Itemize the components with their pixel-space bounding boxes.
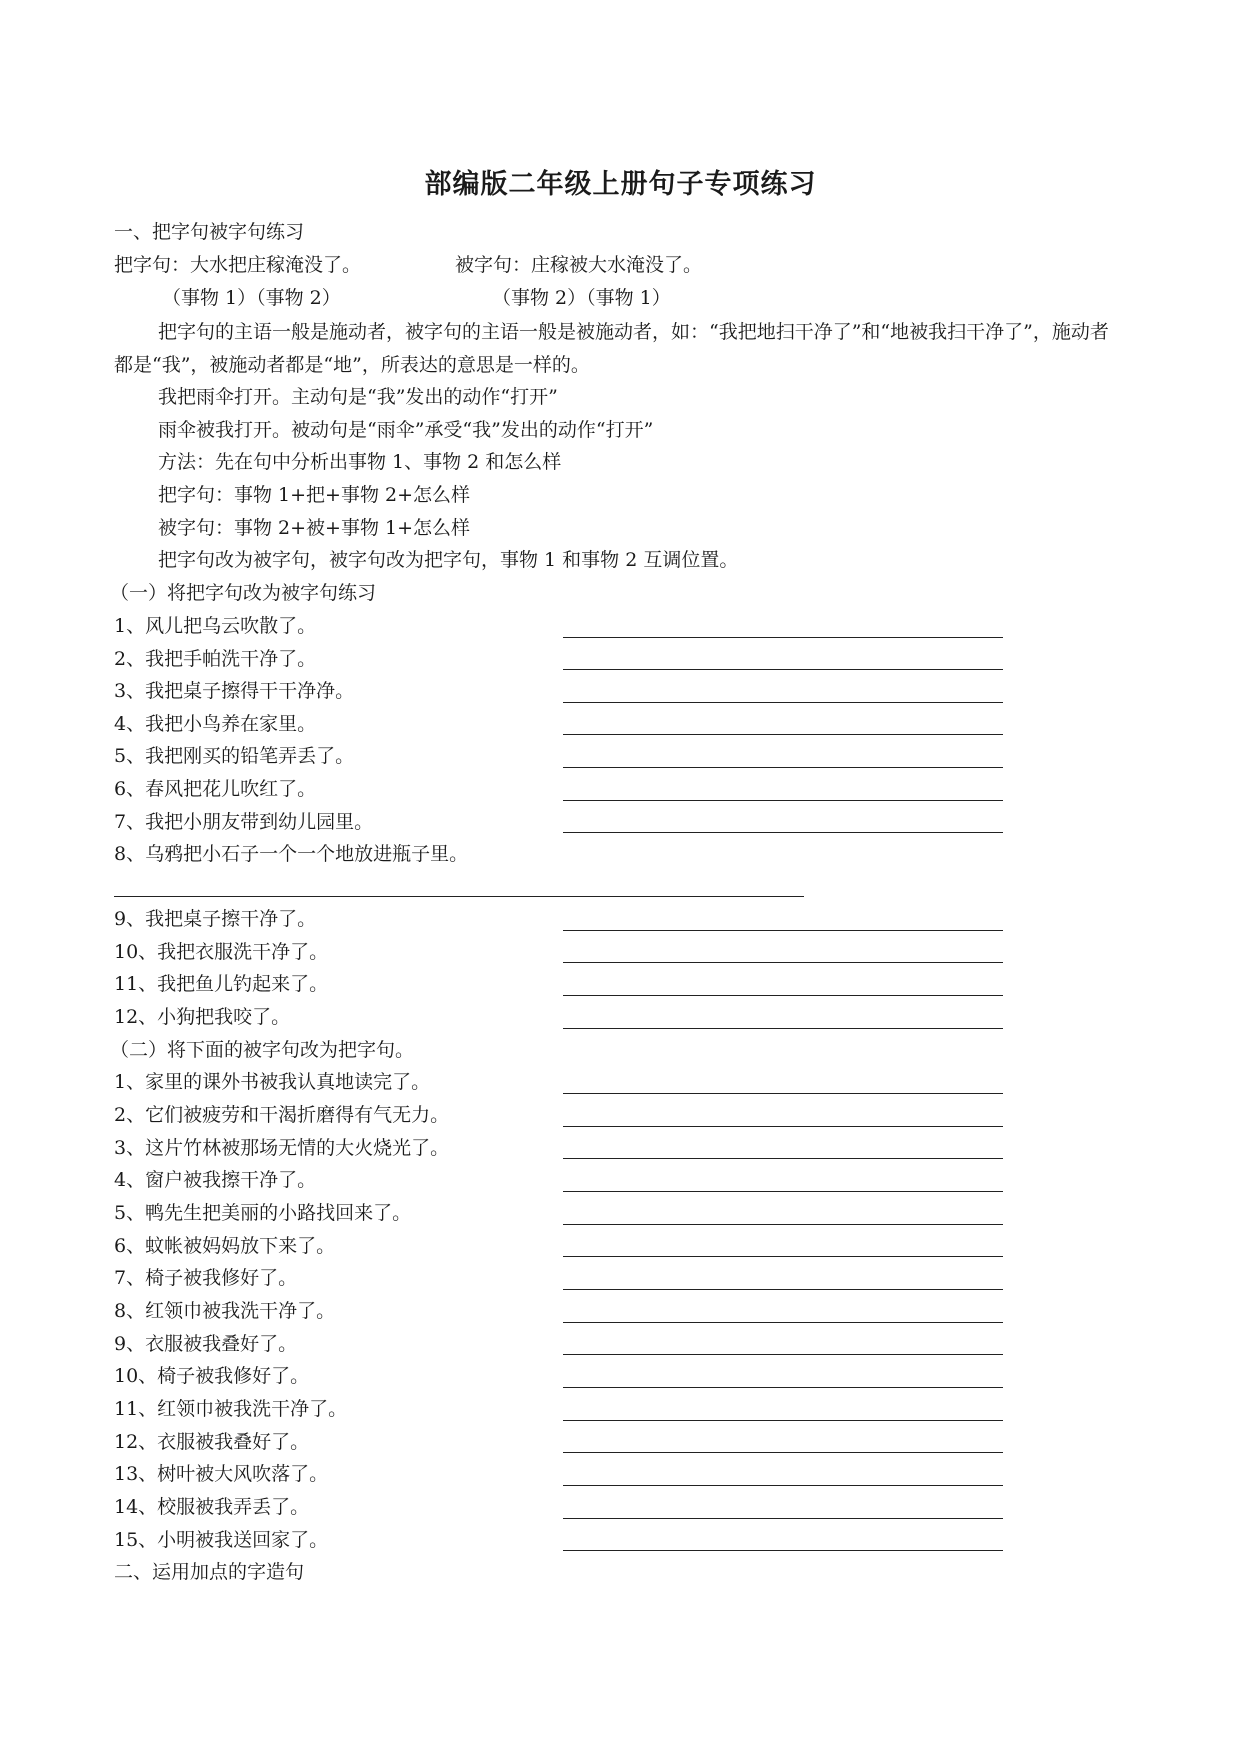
answer-line[interactable] <box>563 1126 1003 1127</box>
answer-line[interactable] <box>563 832 1003 833</box>
answer-line[interactable] <box>563 962 1003 963</box>
exercise-item: 14、校服被我弄丢了。 <box>114 1496 310 1518</box>
answer-line[interactable] <box>563 1485 1003 1486</box>
example-ba-sentence: 把字句：大水把庄稼淹没了。 <box>114 254 362 276</box>
exercise-item: 12、小狗把我咬了。 <box>114 1006 291 1028</box>
answer-line[interactable] <box>563 800 1003 801</box>
answer-line[interactable] <box>563 734 1003 735</box>
exercise-item: 4、我把小鸟养在家里。 <box>114 713 317 735</box>
formula-bei: 被字句：事物 2+被+事物 1+怎么样 <box>158 517 471 539</box>
exercise-item: 9、我把桌子擦干净了。 <box>114 908 317 930</box>
exercise-item: 7、我把小朋友带到幼儿园里。 <box>114 811 374 833</box>
answer-line[interactable] <box>563 1550 1003 1551</box>
conversion-rule: 把字句改为被字句，被字句改为把字句，事物 1 和事物 2 互调位置。 <box>158 549 739 571</box>
answer-line[interactable] <box>563 1420 1003 1421</box>
exercise-item: 12、衣服被我叠好了。 <box>114 1431 310 1453</box>
exercise-item: 11、我把鱼儿钓起来了。 <box>114 973 329 995</box>
answer-line[interactable] <box>563 930 1003 931</box>
example-bei-roles: （事物 2）（事物 1） <box>492 287 671 309</box>
exercise-item: 8、乌鸦把小石子一个一个地放进瓶子里。 <box>114 843 469 865</box>
exercise-item: 4、窗户被我擦干净了。 <box>114 1169 317 1191</box>
exercise-item: 10、椅子被我修好了。 <box>114 1365 310 1387</box>
exercise-item: 1、家里的课外书被我认真地读完了。 <box>114 1071 431 1093</box>
example-bei-sentence: 被字句：庄稼被大水淹没了。 <box>455 254 703 276</box>
answer-line[interactable] <box>563 702 1003 703</box>
answer-line[interactable] <box>563 1289 1003 1290</box>
exercise-item: 5、鸭先生把美丽的小路找回来了。 <box>114 1202 412 1224</box>
exercise-item: 11、红领巾被我洗干净了。 <box>114 1398 348 1420</box>
explanation-paragraph: 把字句的主语一般是施动者，被字句的主语一般是被施动者，如：“我把地扫干净了”和“地被我扫干净了”，施动者都是“我”，被施动者都是“地”，所表达的意思是一样的。 <box>114 321 1109 376</box>
answer-line[interactable] <box>563 1452 1003 1453</box>
exercise-item: 1、风儿把乌云吹散了。 <box>114 615 317 637</box>
exercise-item: 3、我把桌子擦得干干净净。 <box>114 680 355 702</box>
formula-ba: 把字句：事物 1+把+事物 2+怎么样 <box>158 484 471 506</box>
answer-line[interactable] <box>563 1224 1003 1225</box>
exercise-item: 5、我把刚买的铅笔弄丢了。 <box>114 745 355 767</box>
answer-line[interactable] <box>563 767 1003 768</box>
exercise-item: 2、它们被疲劳和干渴折磨得有气无力。 <box>114 1104 450 1126</box>
exercise-item: 2、我把手帕洗干净了。 <box>114 648 317 670</box>
exercise-item: 15、小明被我送回家了。 <box>114 1529 329 1551</box>
answer-line[interactable] <box>563 1387 1003 1388</box>
answer-line[interactable] <box>563 669 1003 670</box>
method-note: 方法：先在句中分析出事物 1、事物 2 和怎么样 <box>158 451 562 473</box>
exercise-item: 8、红领巾被我洗干净了。 <box>114 1300 336 1322</box>
answer-line[interactable] <box>563 1191 1003 1192</box>
page-title: 部编版二年级上册句子专项练习 <box>424 169 817 200</box>
section1-heading: 一、把字句被字句练习 <box>114 221 305 243</box>
exercise-item: 6、春风把花儿吹红了。 <box>114 778 317 800</box>
answer-line[interactable] <box>563 1093 1003 1094</box>
answer-line[interactable] <box>563 1028 1003 1029</box>
part2-heading: （二）将下面的被字句改为把字句。 <box>110 1039 415 1061</box>
answer-line[interactable] <box>563 1158 1003 1159</box>
example-ba-roles: （事物 1）（事物 2） <box>162 287 341 309</box>
exercise-item: 10、我把衣服洗干净了。 <box>114 941 329 963</box>
exercise-item: 9、衣服被我叠好了。 <box>114 1333 298 1355</box>
exercise-item: 6、蚊帐被妈妈放下来了。 <box>114 1235 336 1257</box>
answer-line[interactable] <box>563 995 1003 996</box>
answer-line[interactable] <box>563 1354 1003 1355</box>
answer-line[interactable] <box>114 896 804 897</box>
exercise-item: 13、树叶被大风吹落了。 <box>114 1463 329 1485</box>
note-active: 我把雨伞打开。主动句是“我”发出的动作“打开” <box>158 386 558 408</box>
exercise-item: 7、椅子被我修好了。 <box>114 1267 298 1289</box>
answer-line[interactable] <box>563 1256 1003 1257</box>
note-passive: 雨伞被我打开。被动句是“雨伞”承受“我”发出的动作“打开” <box>158 419 654 441</box>
section2-heading: 二、运用加点的字造句 <box>114 1561 305 1583</box>
exercise-item: 3、这片竹林被那场无情的大火烧光了。 <box>114 1137 450 1159</box>
answer-line[interactable] <box>563 637 1003 638</box>
answer-line[interactable] <box>563 1518 1003 1519</box>
answer-line[interactable] <box>563 1322 1003 1323</box>
part1-heading: （一）将把字句改为被字句练习 <box>110 582 377 604</box>
